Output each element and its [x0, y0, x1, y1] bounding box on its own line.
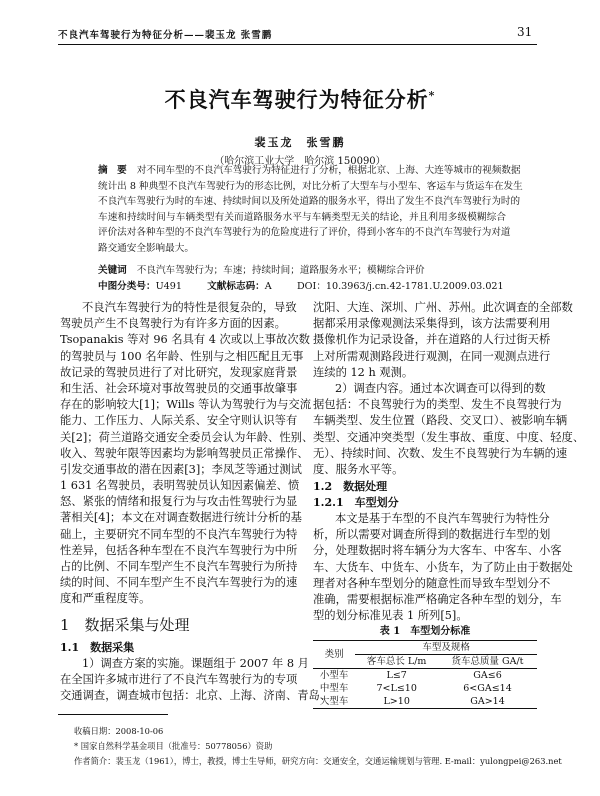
- text-line: 交通调查，调查城市包括：北京、上海、济南、青岛、: [60, 688, 332, 702]
- cell-bus-length: L≤7: [386, 669, 407, 681]
- title-text: 不良汽车驾驶行为特征分析: [164, 87, 429, 112]
- cell-truck-mass: GA≤6: [473, 669, 502, 681]
- col-header-truck-mass: 货车总质量 GA/t: [451, 655, 524, 667]
- keywords: [98, 263, 506, 279]
- text-line: 的驾驶员与 100 名年龄、性别与之相匹配且无事: [60, 349, 304, 363]
- text-line: 怒、紧张的情绪和报复行为与攻击性驾驶行为显: [60, 495, 298, 509]
- abstract-line: [98, 179, 523, 195]
- footnote-rule: [58, 714, 168, 715]
- survey-paragraph-continued: [313, 300, 573, 381]
- affiliation: （哈尔滨工业大学 哈尔滨 150090）: [214, 156, 386, 167]
- paper-title: [0, 84, 600, 114]
- authors: 裴玉龙 张雪鹏: [254, 136, 346, 149]
- section-1-1-paragraph: [60, 656, 332, 705]
- text-line: 存在的影响较大[1]；Wills 等认为驾驶行为与交流: [60, 398, 311, 412]
- running-head: 不良汽车驾驶行为特征分析——裴玉龙 张雪鹏: [58, 30, 273, 41]
- text-line: 和生活、社会环境对事故驾驶员的交通事故肇事: [60, 381, 298, 395]
- classification-line: [98, 279, 506, 295]
- cell-truck-mass: 6<GA≤14: [463, 682, 512, 694]
- abstract-line: [98, 163, 521, 179]
- intro-paragraph: [60, 300, 314, 608]
- abstract-label: 摘 要: [98, 165, 127, 176]
- text-line: 1）调查方案的实施。课题组于 2007 年 8 月: [82, 656, 309, 670]
- abstract-line-text: 不良汽车驾驶行为时的车速、持续时间以及所处道路的服务水平，得出了发生不良汽车驾驶行为时的: [98, 196, 521, 207]
- vehicle-classification-paragraph: [313, 511, 573, 624]
- text-line: 在全国许多城市进行了不良汽车驾驶行为的专项: [60, 672, 298, 686]
- text-line: 著相关[4]；本文在对调查数据进行统计分析的基: [60, 511, 302, 525]
- section-1-2-heading: 1.2 数据处理: [313, 480, 388, 494]
- abstract-line: [98, 225, 511, 241]
- text-line: 占的比例、不同车型产生不良汽车驾驶行为所持: [60, 560, 298, 573]
- left-column: [60, 300, 332, 704]
- abstract-line: [98, 194, 521, 210]
- text-line: 故记录的驾驶员进行了对比研究，发现家庭背景: [60, 365, 298, 379]
- abstract-line-text: 路交通安全影响最大。: [98, 242, 194, 254]
- abstract-line-text: 统计出 8 种典型不良汽车驾驶行为的形态比例，对比分析了大型车与小型车、客运车与货运车在发生: [98, 180, 523, 192]
- author-bio: 作者简介：裴玉龙（1961），博士，教授，博士生导师，研究方向：交通安全，交通运输规划与管理. E-mail：yulongpei@263.net: [74, 756, 562, 766]
- col-header-category: 类别: [313, 641, 355, 669]
- clc-label: 中图分类号：: [98, 281, 156, 292]
- right-column: [313, 300, 585, 709]
- text-line: 类型、交通冲突类型（发生事故、重度、中度、轻度、: [313, 430, 585, 444]
- text-line: 驾驶员产生不良驾驶行为有许多方面的因素。: [60, 317, 286, 331]
- text-line: 本文是基于车型的不良汽车驾驶行为特性分: [335, 512, 550, 526]
- col-header-bus-length: 客车总长 L/m: [366, 655, 427, 667]
- text-line: 摄像机作为记录设备，并在道路的人行过街天桥: [313, 333, 551, 347]
- text-line: 关[2]；荷兰道路交通安全委员会认为年龄、性别、: [60, 430, 314, 444]
- text-line: 础上，主要研究不同车型的不良汽车驾驶行为特: [60, 527, 298, 541]
- abstract-line: [98, 241, 506, 257]
- text-line: 析，所以需要对调查所得到的数据进行车型的划: [313, 528, 551, 542]
- text-line: 连续的 12 h 观测。: [313, 365, 414, 379]
- table-row: [313, 682, 537, 695]
- received-date: 收稿日期：2008-10-06: [74, 726, 164, 736]
- text-line: 理者对各种车型划分的随意性而导致车型划分不: [313, 576, 551, 590]
- text-line: 型的划分标准见表 1 所列[5]。: [313, 609, 468, 623]
- text-line: 据都采用录像观测法采集得到，该方法需要利用: [313, 317, 551, 331]
- section-1-2-1-heading: 1.2.1 车型划分: [313, 496, 399, 510]
- abstract-line: [98, 210, 506, 226]
- cell-truck-mass: GA>14: [470, 695, 505, 707]
- section-1-1-heading: 1.1 数据采集: [60, 640, 135, 654]
- table-row: [313, 669, 537, 683]
- text-line: 引发交通事故的潜在因素[3]；李凤芝等通过测试: [60, 462, 302, 476]
- survey-content-paragraph: [313, 381, 585, 478]
- cell-category: 大型车: [319, 695, 349, 707]
- abstract-line-text: 对不同车型的不良汽车驾驶行为特征进行了分析，根据北京、上海、大连等城市的视频数据: [136, 165, 521, 176]
- table-caption: 表 1 车型划分标准: [379, 626, 471, 638]
- doc-code-label: 文献标志码：: [207, 281, 265, 292]
- abstract-line-text: 车速和持续时间与车辆类型有关而道路服务水平与车辆类型无关的结论，并且利用多级模糊综合: [98, 211, 506, 223]
- text-line: Tsopanakis 等对 96 名具有 4 次或以上事故次数: [60, 333, 310, 347]
- cell-bus-length: L>10: [383, 695, 410, 707]
- text-line: 车、大货车、中货车、小货车，为了防止由于数据处: [313, 560, 573, 574]
- section-1-heading: 1 数据采集与处理: [60, 615, 190, 634]
- text-line: 能力、工作压力、人际关系、安全守则认识等有: [60, 414, 298, 428]
- text-line: 上对所需观测路段进行观测，在同一观测点进行: [313, 349, 551, 363]
- cell-bus-length: 7<L≤10: [376, 682, 417, 694]
- cell-category: 中型车: [319, 682, 349, 694]
- text-line: 车辆类型、发生位置（路段、交叉口）、被影响车辆: [313, 414, 568, 428]
- col-header-group: 车型及规格: [355, 641, 537, 655]
- text-line: 2）调查内容。通过本次调查可以得到的数: [335, 381, 546, 395]
- text-line: 收入、驾驶年限等因素均为影响驾驶员正常操作、: [60, 446, 309, 460]
- table-row: [313, 695, 537, 709]
- text-line: 沈阳、大连、深圳、广州、苏州。此次调查的全部数: [313, 301, 573, 314]
- vehicle-classification-table: [313, 640, 537, 709]
- text-line: 据包括：不良驾驶行为的类型、发生不良驾驶行为: [313, 398, 562, 412]
- doc-code: A: [264, 281, 272, 292]
- fund-note: * 国家自然科学基金项目（批准号：50778056）资助: [74, 741, 273, 751]
- text-line: 度和严重程度等。: [60, 592, 151, 606]
- page-number: 31: [517, 25, 533, 39]
- keywords-text: 不良汽车驾驶行为；车速；持续时间；道路服务水平；模糊综合评价: [136, 265, 425, 276]
- text-line: 不良汽车驾驶行为的特性是很复杂的，导致: [82, 301, 297, 314]
- clc-code: U491: [155, 281, 182, 292]
- text-line: 分，处理数据时将车辆分为大客车、中客车、小客: [313, 544, 562, 558]
- keywords-label: 关键词: [98, 265, 127, 276]
- text-line: 度、服务水平等。: [313, 462, 404, 476]
- text-line: 准确，需要根据标准严格确定各种车型的划分，车: [313, 593, 562, 606]
- cell-category: 小型车: [319, 669, 349, 681]
- title-footnote-mark: *: [428, 89, 436, 102]
- text-line: 无）、持续时间、次数、发生不良驾驶行为车辆的速: [313, 446, 568, 460]
- abstract: [98, 163, 523, 256]
- header-rule: [58, 44, 537, 45]
- abstract-line-text: 评价法对各种车型的不良汽车驾驶行为的危险度进行了评价，得到小客车的不良汽车驾驶行为对道: [98, 227, 511, 238]
- text-line: 1 631 名驾驶员，表明驾驶员认知因素偏差、愤: [60, 479, 300, 493]
- text-line: 续的时间、不同车型产生不良汽车驾驶行为的速: [60, 576, 298, 590]
- text-line: 性差异，包括各种车型在不良汽车驾驶行为中所: [60, 543, 298, 557]
- doi: DOI：10.3963/j.cn.42-1781.U.2009.03.021: [296, 281, 504, 292]
- footnotes: [74, 724, 562, 769]
